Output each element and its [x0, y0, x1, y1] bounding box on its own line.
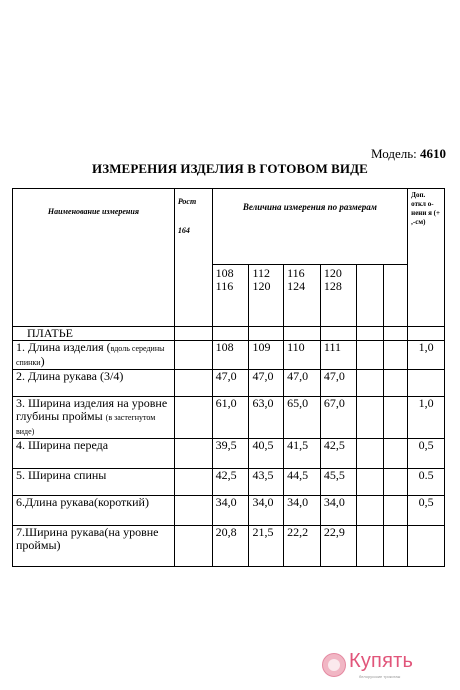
- empty-cell: [356, 265, 383, 327]
- value-cell: 47,0: [320, 370, 356, 397]
- value-cell: 47,0: [212, 370, 249, 397]
- table-row: [13, 341, 445, 370]
- value-cell: 34,0: [284, 496, 321, 526]
- size-cell: 116 124: [284, 265, 321, 327]
- section-title: ПЛАТЬЕ: [13, 327, 175, 341]
- value-cell: 42,5: [212, 469, 249, 496]
- table-row: [13, 469, 445, 496]
- value-cell: 63,0: [249, 397, 284, 439]
- value-cell: 47,0: [284, 370, 321, 397]
- value-cell: 108: [212, 341, 249, 370]
- model-label: [371, 146, 446, 162]
- col-sizes-header: Величина измерения по размерам: [212, 189, 408, 265]
- tolerance-cell: 0,5: [408, 439, 445, 469]
- value-cell: 21,5: [249, 526, 284, 567]
- value-cell: 41,5: [284, 439, 321, 469]
- value-cell: 39,5: [212, 439, 249, 469]
- value-cell: 34,0: [320, 496, 356, 526]
- value-cell: 65,0: [284, 397, 321, 439]
- col-tolerance-header: Доп. откл о- нени я (+ ,-см): [408, 189, 445, 327]
- flower-icon: [322, 653, 346, 677]
- value-cell: 67,0: [320, 397, 356, 439]
- table-row: [13, 439, 445, 469]
- value-cell: 34,0: [249, 496, 284, 526]
- value-cell: 34,0: [212, 496, 249, 526]
- row-name: 4. Ширина переда: [13, 439, 175, 469]
- empty-cell: [383, 265, 407, 327]
- value-cell: 20,8: [212, 526, 249, 567]
- tolerance-cell: 1,0: [408, 397, 445, 439]
- tolerance-cell: 0,5: [408, 496, 445, 526]
- value-cell: 61,0: [212, 397, 249, 439]
- tolerance-cell: [408, 370, 445, 397]
- row-name: 2. Длина рукава (3/4): [13, 370, 175, 397]
- tolerance-cell: [408, 526, 445, 567]
- model-label-text: Модель:: [370, 146, 417, 161]
- section-row: [13, 327, 445, 341]
- brand-logo[interactable]: [322, 651, 452, 681]
- tolerance-cell: 0.5: [408, 469, 445, 496]
- table-row: [13, 496, 445, 526]
- value-cell: 40,5: [249, 439, 284, 469]
- row-name: 7.Ширина рукава(на уровне проймы): [13, 526, 175, 567]
- rost-value: 164: [177, 226, 190, 235]
- value-cell: 44,5: [284, 469, 321, 496]
- header-row: [13, 189, 445, 265]
- size-cell: 108 116: [212, 265, 249, 327]
- rost-label: Рост: [177, 197, 197, 206]
- value-cell: 109: [249, 341, 284, 370]
- value-cell: 22,2: [284, 526, 321, 567]
- logo-text: Купять: [349, 650, 414, 672]
- logo-subtitle: белорусские трикотаж: [359, 674, 401, 679]
- row-name: 6.Длина рукава(короткий): [13, 496, 175, 526]
- tolerance-cell: 1,0: [408, 341, 445, 370]
- row-name: 1. Длина изделия (вдоль середины спинки): [13, 341, 175, 370]
- model-number: 4610: [420, 146, 446, 161]
- measurement-table: [12, 188, 445, 567]
- table-row: [13, 526, 445, 567]
- size-cell: 112 120: [249, 265, 284, 327]
- table-row: [13, 397, 445, 439]
- value-cell: 42,5: [320, 439, 356, 469]
- size-cell: 120 128: [320, 265, 356, 327]
- row-name: 5. Ширина спины: [13, 469, 175, 496]
- col-rost-header: [174, 189, 212, 327]
- value-cell: 22,9: [320, 526, 356, 567]
- value-cell: 111: [320, 341, 356, 370]
- page-title: ИЗМЕРЕНИЯ ИЗДЕЛИЯ В ГОТОВОМ ВИДЕ: [92, 161, 368, 176]
- col-name-header: Наименование измерения: [13, 189, 175, 327]
- table-row: [13, 370, 445, 397]
- row-name: 3. Ширина изделия на уровне глубины проймы (в застегнутом виде): [13, 397, 175, 439]
- value-cell: 110: [284, 341, 321, 370]
- value-cell: 47,0: [249, 370, 284, 397]
- value-cell: 43,5: [249, 469, 284, 496]
- value-cell: 45,5: [320, 469, 356, 496]
